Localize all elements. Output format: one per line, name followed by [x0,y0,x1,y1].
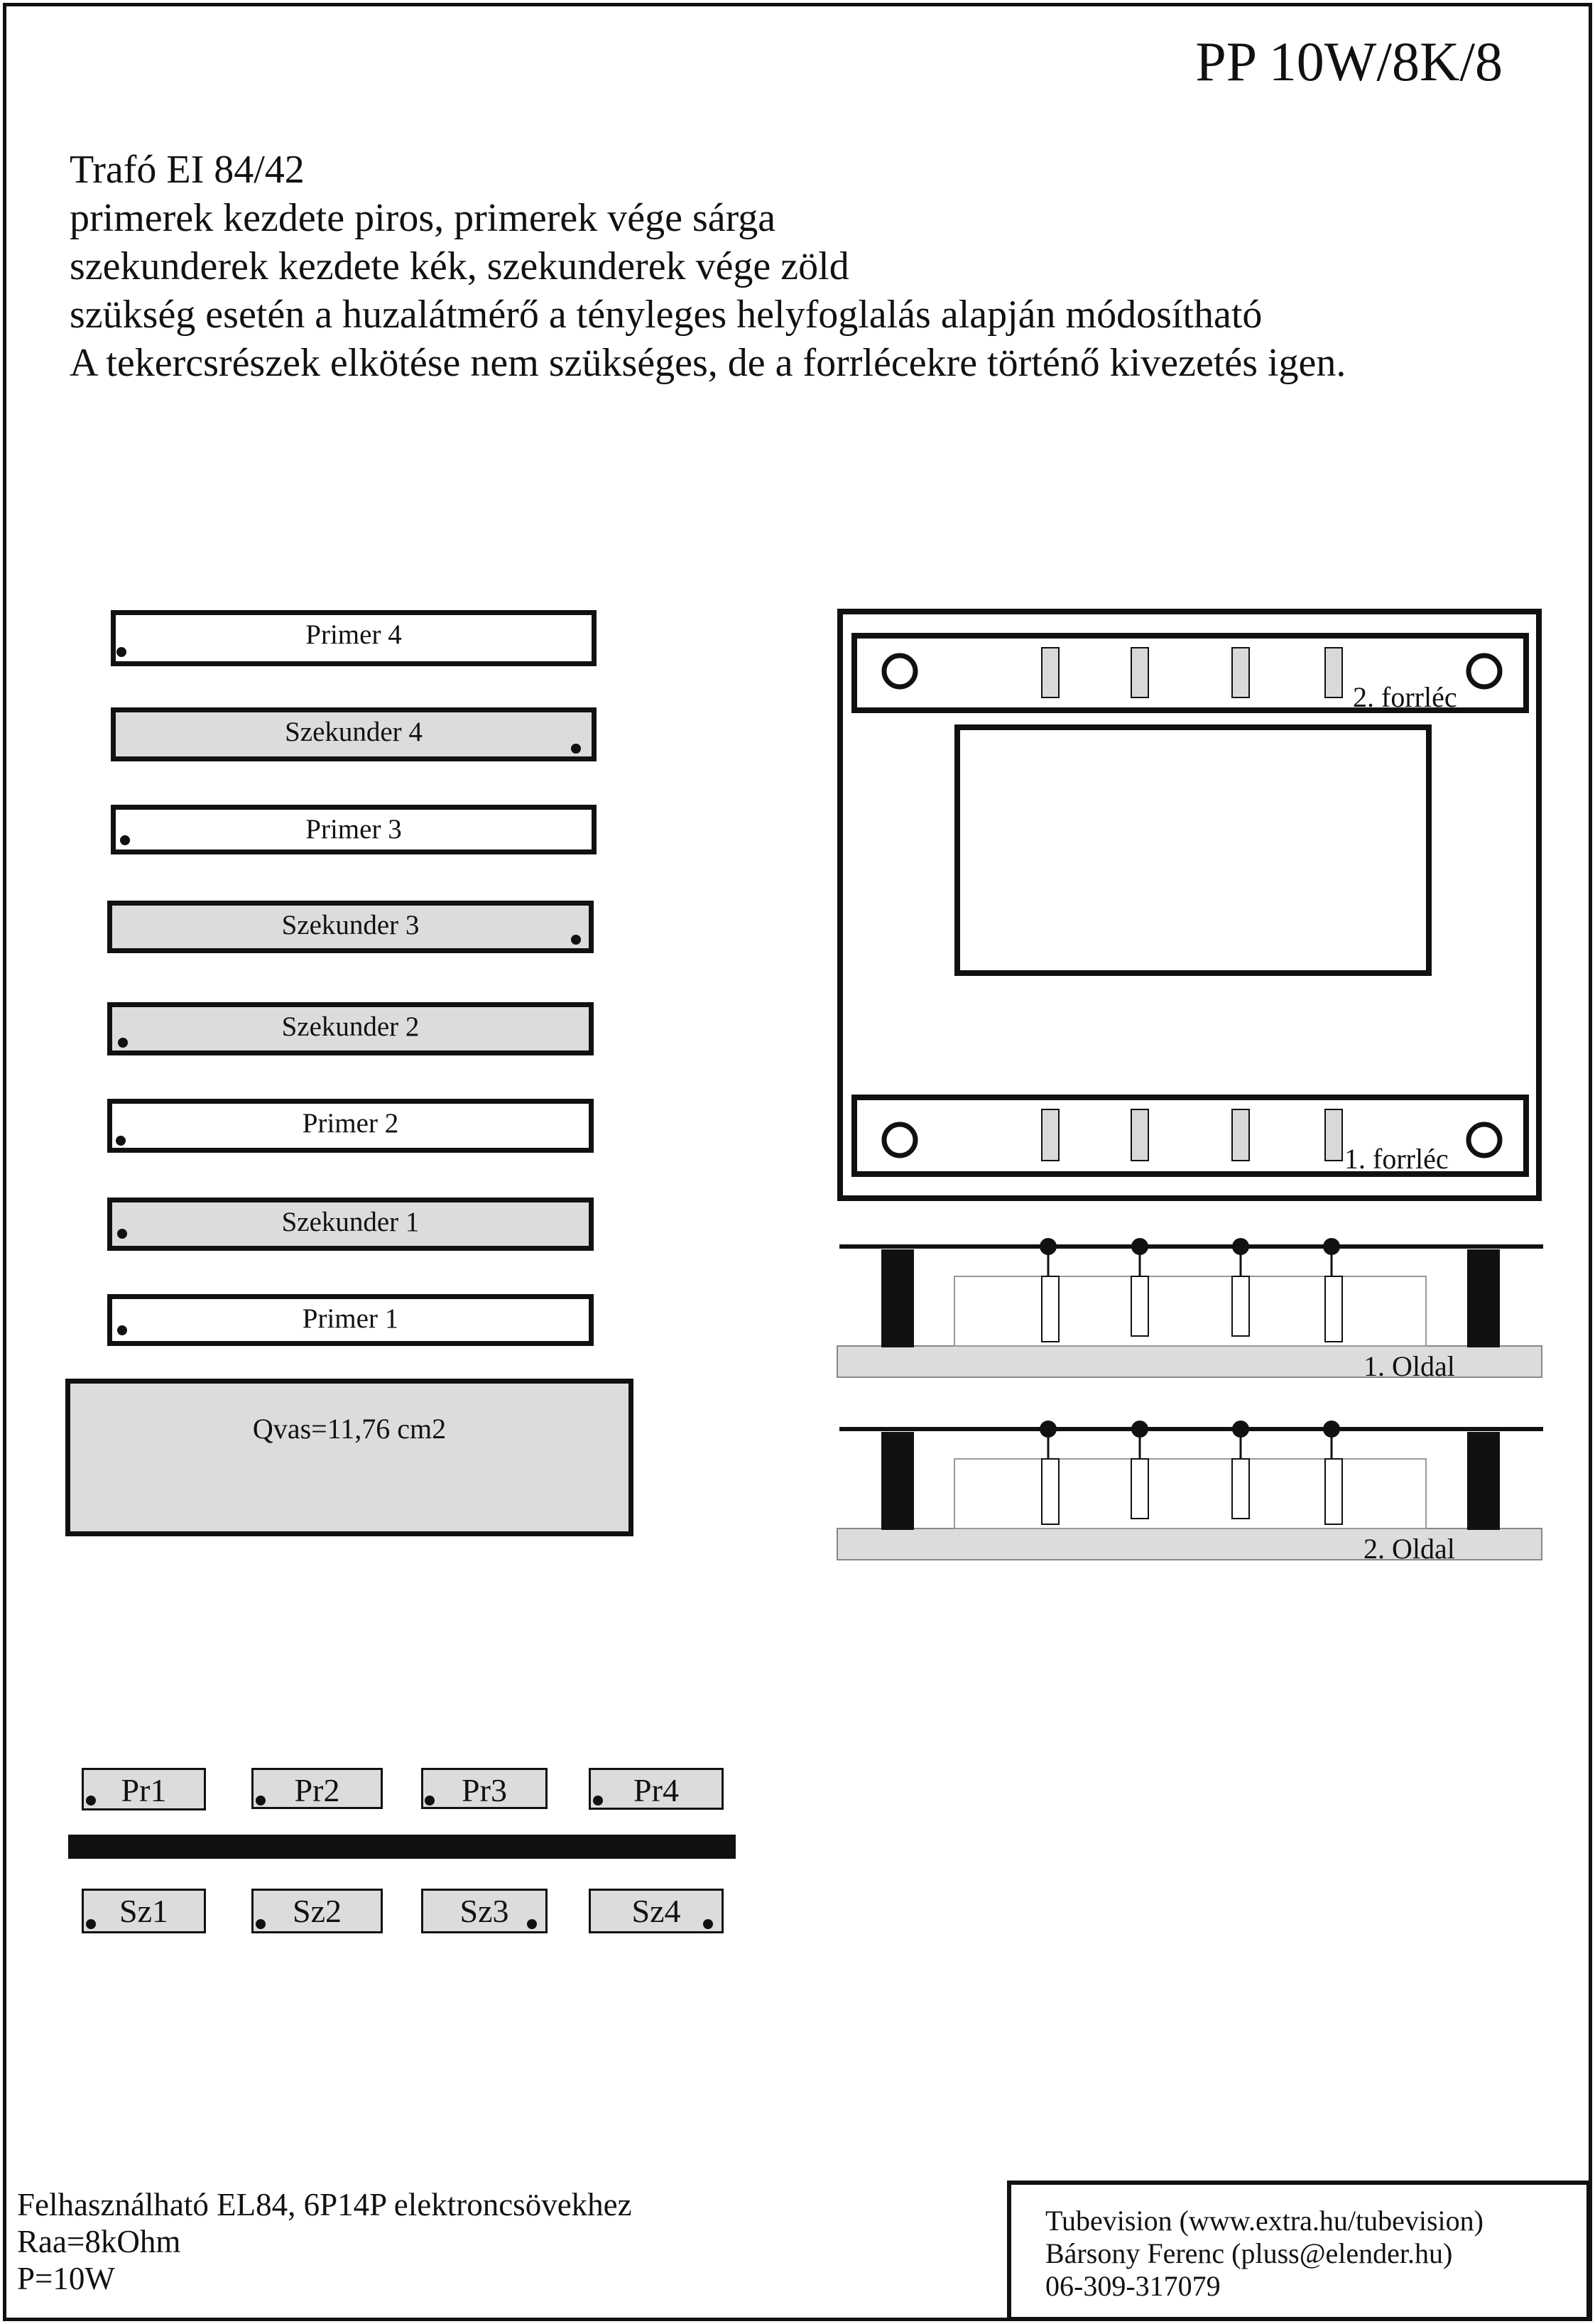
solder-point [1232,1238,1249,1255]
coil-body [954,1459,1426,1528]
pin [1232,1459,1249,1519]
note-line: szükség esetén a huzalátmérő a tényleges helyfoglalás alapján módosítható [70,293,1263,337]
terminal-dot [86,1796,96,1806]
terminal-sz4: Sz4 [589,1889,724,1933]
credit-line: 06-309-317079 [1045,2270,1221,2302]
pin [1131,1276,1148,1336]
notes [70,146,1346,387]
page-title: PP 10W/8K/8 [1195,31,1503,92]
solder-pin [1325,1109,1342,1161]
terminal-sz1: Sz1 [82,1889,206,1933]
solder-point [1040,1238,1057,1255]
terminal-dot [86,1919,96,1929]
winding-start-dot [118,1038,128,1048]
side-2-label: 2. Oldal [1363,1533,1455,1565]
winding-start-dot [120,835,130,845]
bracket-post [1467,1249,1500,1347]
mounting-hole [1469,1124,1500,1156]
mounting-hole [1469,656,1500,687]
solder-pin [1042,1109,1059,1161]
solder-pin [1131,648,1148,697]
solder-point [1131,1238,1148,1255]
winding-primer-3: Primer 3 [111,805,597,854]
terminal-sz3: Sz3 [421,1889,548,1933]
usage-notes [17,2186,632,2297]
terminal-dot [593,1796,603,1806]
footer-line: P=10W [17,2261,115,2296]
terminal-dot [256,1919,266,1929]
solder-pin [1131,1109,1148,1161]
pin [1131,1459,1148,1519]
bracket-post [881,1249,914,1347]
pin [1232,1276,1249,1336]
core-window [957,727,1429,973]
winding-start-dot [117,1229,127,1239]
solder-pin [1232,1109,1249,1161]
credits-box [1007,2181,1591,2321]
winding-start-dot [571,744,581,754]
note-line: primerek kezdete piros, primerek vége sárga [70,196,776,240]
solder-pin [1232,648,1249,697]
terminal-dot [527,1919,537,1929]
terminal-sz2: Sz2 [251,1889,383,1933]
core-box [65,1379,633,1536]
solder-pin [1042,648,1059,697]
winding-szekunder-4: Szekunder 4 [111,707,597,761]
coil-body [954,1276,1426,1346]
terminal-pr3: Pr3 [421,1768,548,1809]
credit-line: Tubevision (www.extra.hu/tubevision) [1045,2205,1484,2237]
terminal-pr1: Pr1 [82,1768,206,1810]
pin [1042,1276,1059,1342]
footer-line: Felhasználható EL84, 6P14P elektroncsövekhez [17,2187,632,2222]
winding-start-dot [116,647,126,657]
bracket-post [881,1432,914,1530]
terminal-dot [256,1796,266,1806]
solder-point [1323,1421,1340,1438]
pin [1325,1276,1342,1342]
solder-point [1040,1421,1057,1438]
note-line: A tekercsrészek elkötése nem szükséges, de a forrlécekre történő kivezetés igen. [70,341,1346,385]
winding-szekunder-2: Szekunder 2 [107,1002,594,1055]
winding-szekunder-3: Szekunder 3 [107,901,594,953]
bracket-post [1467,1432,1500,1530]
terminal-dot [425,1796,435,1806]
separator-bar [68,1835,736,1859]
solder-point [1323,1238,1340,1255]
pin [1325,1459,1342,1524]
winding-primer-1: Primer 1 [107,1294,594,1346]
mounting-hole [884,656,915,687]
winding-start-dot [571,935,581,945]
footer-line: Raa=8kOhm [17,2224,181,2259]
note-line: szekunderek kezdete kék, szekunderek vége zöld [70,244,849,288]
strip-1-label: 1. forrléc [1344,1143,1449,1175]
mounting-hole [884,1124,915,1156]
note-line: Trafó EI 84/42 [70,148,305,192]
strip-2-label: 2. forrléc [1353,681,1457,713]
terminal-pr4: Pr4 [589,1768,724,1810]
credit-line: Bársony Ferenc (pluss@elender.hu) [1045,2237,1453,2269]
core-label: Qvas=11,76 cm2 [252,1413,447,1445]
solder-point [1131,1421,1148,1438]
terminal-pr2: Pr2 [251,1768,383,1809]
winding-start-dot [117,1325,127,1335]
winding-szekunder-1: Szekunder 1 [107,1198,594,1251]
terminal-dot [703,1919,713,1929]
pin [1042,1459,1059,1524]
solder-point [1232,1421,1249,1438]
winding-primer-4: Primer 4 [111,610,597,666]
winding-primer-2: Primer 2 [107,1099,594,1153]
solder-pin [1325,648,1342,697]
winding-start-dot [116,1136,126,1146]
side-1-label: 1. Oldal [1363,1350,1455,1382]
